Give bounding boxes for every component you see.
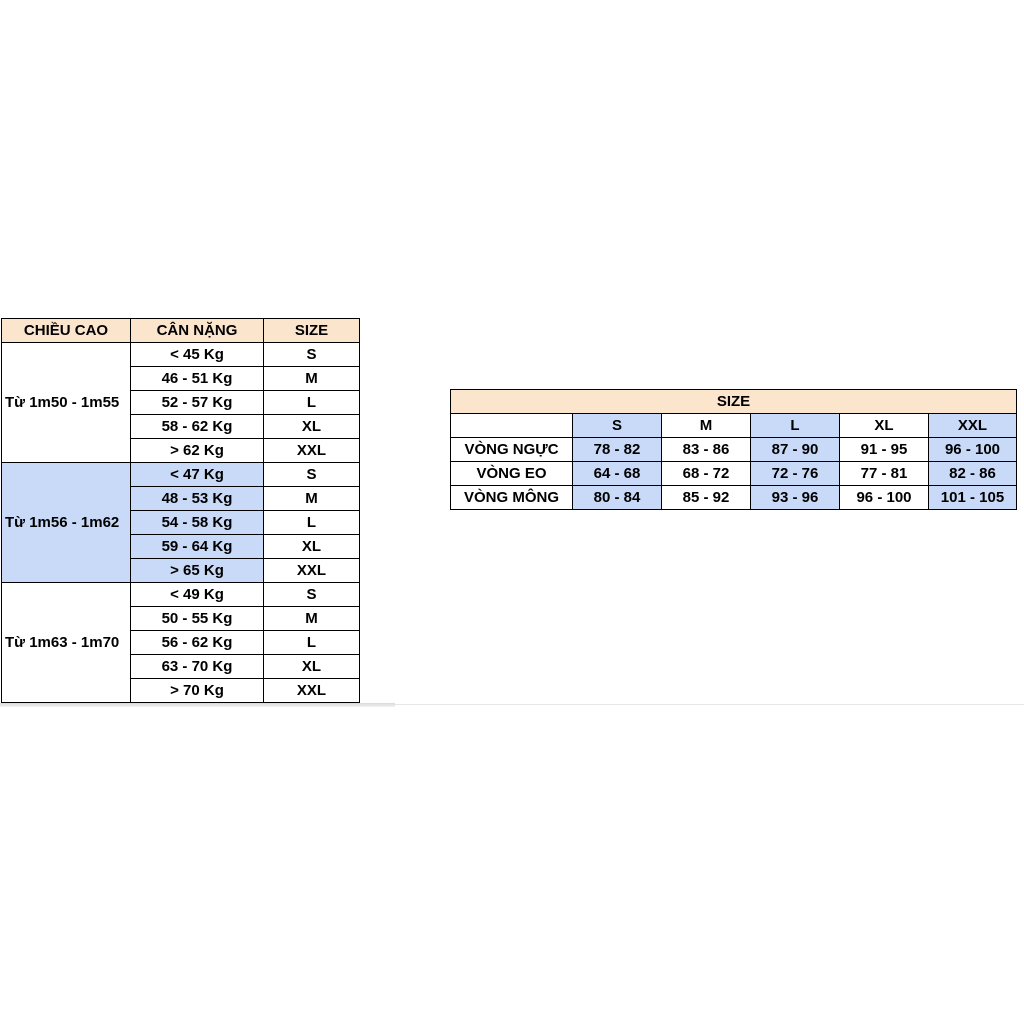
size-header-l: L bbox=[751, 414, 840, 438]
measurement-cell: 78 - 82 bbox=[573, 438, 662, 462]
header-size: SIZE bbox=[264, 319, 360, 343]
size-cell: L bbox=[264, 391, 360, 415]
size-title: SIZE bbox=[451, 390, 1017, 414]
size-header-xxl: XXL bbox=[929, 414, 1017, 438]
height-weight-size-table bbox=[1, 318, 360, 703]
table-row bbox=[2, 463, 360, 487]
weight-cell: < 47 Kg bbox=[131, 463, 264, 487]
divider bbox=[395, 704, 1024, 705]
weight-cell: > 62 Kg bbox=[131, 439, 264, 463]
measurement-cell: 91 - 95 bbox=[840, 438, 929, 462]
measurement-cell: 87 - 90 bbox=[751, 438, 840, 462]
header-height: CHIỀU CAO bbox=[2, 319, 131, 343]
size-cell: XXL bbox=[264, 679, 360, 703]
measurement-cell: 82 - 86 bbox=[929, 462, 1017, 486]
weight-cell: 46 - 51 Kg bbox=[131, 367, 264, 391]
table-title-row bbox=[451, 390, 1017, 414]
size-cell: S bbox=[264, 343, 360, 367]
size-header-xl: XL bbox=[840, 414, 929, 438]
measurement-cell: 96 - 100 bbox=[929, 438, 1017, 462]
weight-cell: < 49 Kg bbox=[131, 583, 264, 607]
size-cell: XL bbox=[264, 415, 360, 439]
body-measurement-table bbox=[450, 389, 1017, 510]
table-row bbox=[451, 438, 1017, 462]
size-cell: XL bbox=[264, 535, 360, 559]
measurement-cell: 64 - 68 bbox=[573, 462, 662, 486]
size-header-row bbox=[451, 414, 1017, 438]
size-cell: L bbox=[264, 631, 360, 655]
weight-cell: > 65 Kg bbox=[131, 559, 264, 583]
measurement-cell: 72 - 76 bbox=[751, 462, 840, 486]
header-weight: CÂN NẶNG bbox=[131, 319, 264, 343]
size-cell: M bbox=[264, 487, 360, 511]
weight-cell: 48 - 53 Kg bbox=[131, 487, 264, 511]
weight-cell: < 45 Kg bbox=[131, 343, 264, 367]
table-row bbox=[451, 462, 1017, 486]
height-range-cell: Từ 1m56 - 1m62 bbox=[2, 463, 131, 583]
measurement-cell: 77 - 81 bbox=[840, 462, 929, 486]
size-cell: S bbox=[264, 583, 360, 607]
measurement-cell: 93 - 96 bbox=[751, 486, 840, 510]
size-cell: L bbox=[264, 511, 360, 535]
measurement-cell: 96 - 100 bbox=[840, 486, 929, 510]
height-range-cell: Từ 1m50 - 1m55 bbox=[2, 343, 131, 463]
empty-corner-cell bbox=[451, 414, 573, 438]
height-range-cell: Từ 1m63 - 1m70 bbox=[2, 583, 131, 703]
size-cell: M bbox=[264, 367, 360, 391]
weight-cell: 56 - 62 Kg bbox=[131, 631, 264, 655]
measurement-cell: 85 - 92 bbox=[662, 486, 751, 510]
size-cell: XXL bbox=[264, 439, 360, 463]
table-header-row bbox=[2, 319, 360, 343]
size-cell: XL bbox=[264, 655, 360, 679]
weight-cell: 63 - 70 Kg bbox=[131, 655, 264, 679]
size-cell: S bbox=[264, 463, 360, 487]
table-row bbox=[2, 343, 360, 367]
size-cell: XXL bbox=[264, 559, 360, 583]
measurement-label: VÒNG EO bbox=[451, 462, 573, 486]
size-cell: M bbox=[264, 607, 360, 631]
table-row bbox=[451, 486, 1017, 510]
measurement-cell: 80 - 84 bbox=[573, 486, 662, 510]
weight-cell: 54 - 58 Kg bbox=[131, 511, 264, 535]
weight-cell: 50 - 55 Kg bbox=[131, 607, 264, 631]
table-row bbox=[2, 583, 360, 607]
measurement-cell: 83 - 86 bbox=[662, 438, 751, 462]
size-header-s: S bbox=[573, 414, 662, 438]
size-header-m: M bbox=[662, 414, 751, 438]
measurement-cell: 101 - 105 bbox=[929, 486, 1017, 510]
divider bbox=[0, 703, 395, 707]
measurement-label: VÒNG MÔNG bbox=[451, 486, 573, 510]
weight-cell: 58 - 62 Kg bbox=[131, 415, 264, 439]
weight-cell: 59 - 64 Kg bbox=[131, 535, 264, 559]
measurement-cell: 68 - 72 bbox=[662, 462, 751, 486]
weight-cell: > 70 Kg bbox=[131, 679, 264, 703]
weight-cell: 52 - 57 Kg bbox=[131, 391, 264, 415]
measurement-label: VÒNG NGỰC bbox=[451, 438, 573, 462]
